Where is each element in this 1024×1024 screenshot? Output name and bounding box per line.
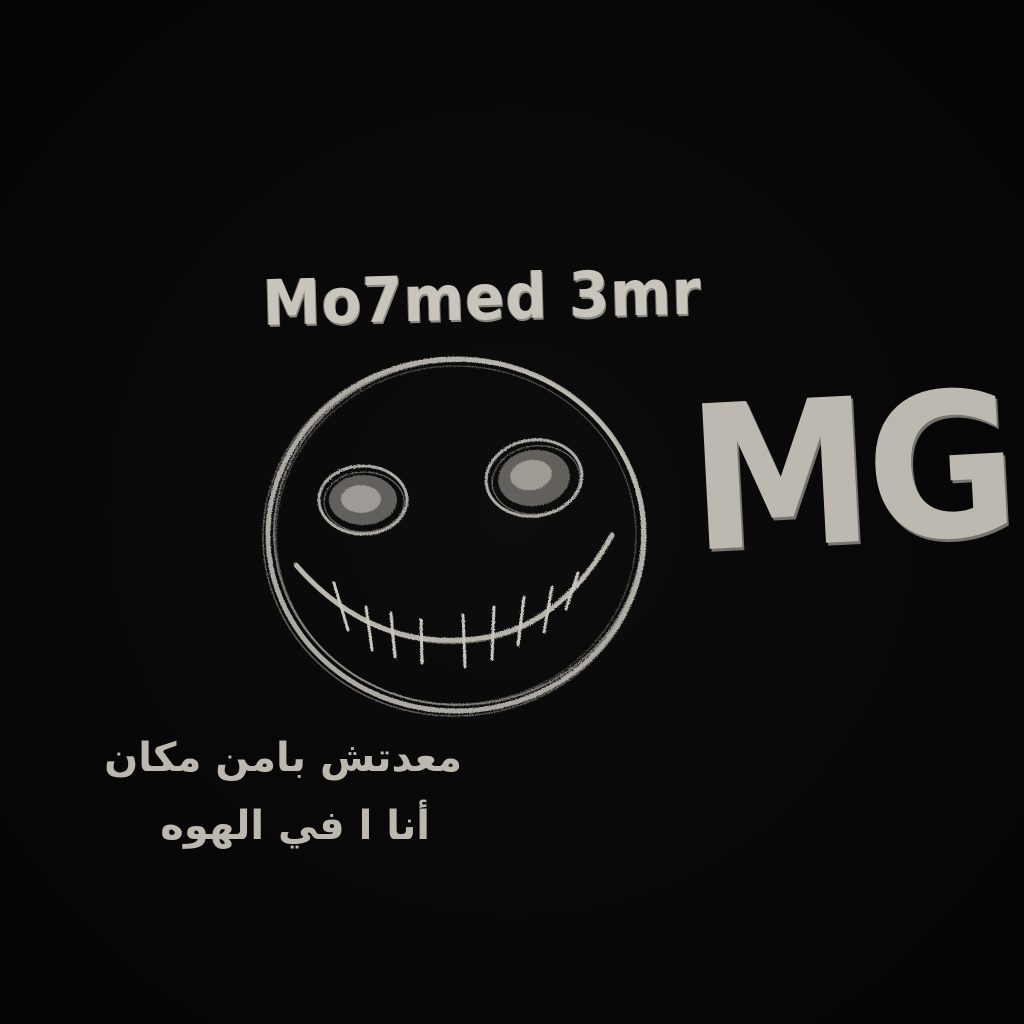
face-outline — [263, 358, 645, 716]
arabic-line-1: معدتش بامن مكان — [104, 735, 462, 781]
smiley-face-illustration — [256, 345, 656, 725]
title-text: Mo7med 3mr — [261, 255, 703, 341]
stitched-mouth — [296, 535, 612, 667]
arabic-line-2: أنا ا في الهوه — [160, 803, 430, 849]
monogram-text: MG — [683, 348, 1018, 598]
right-eye — [481, 434, 587, 523]
left-eye — [319, 466, 407, 534]
